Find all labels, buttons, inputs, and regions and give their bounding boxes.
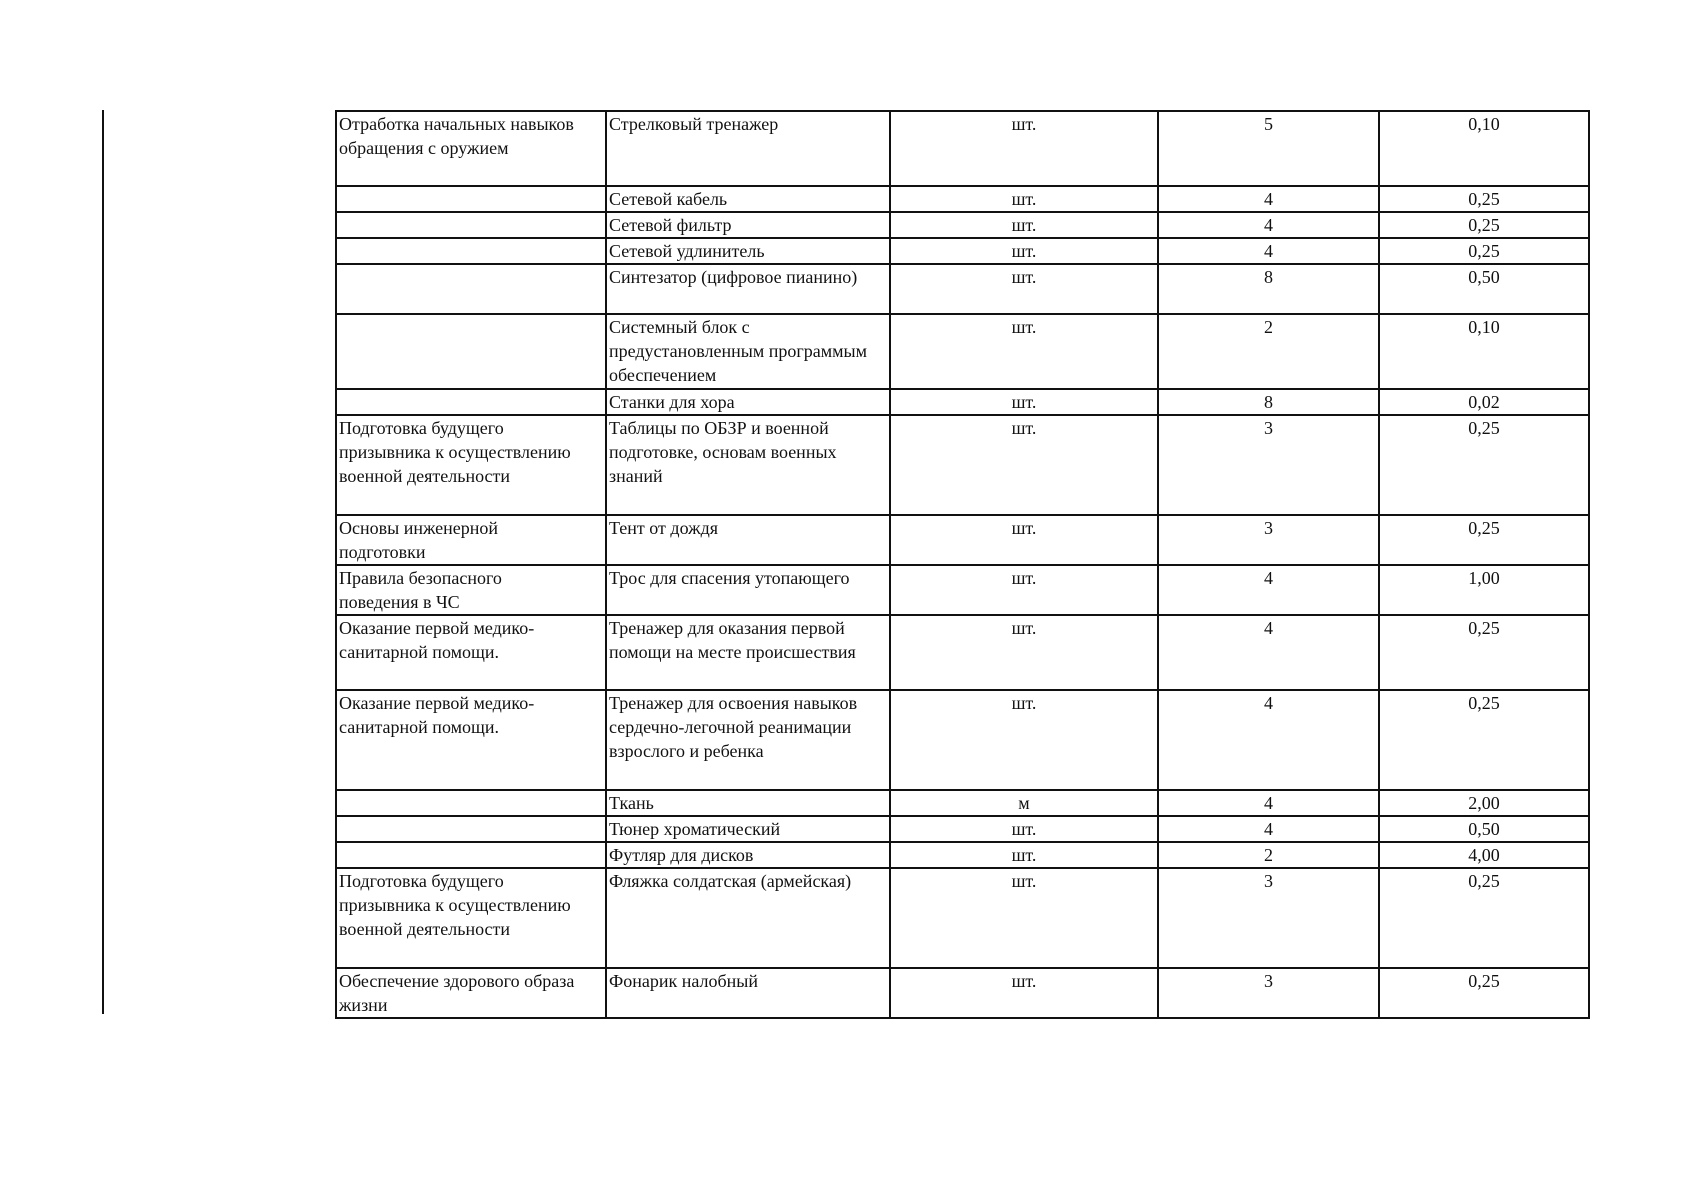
section-cell	[336, 816, 606, 842]
section-cell	[336, 790, 606, 816]
quantity-cell: 4	[1158, 816, 1379, 842]
quantity-cell: 4	[1158, 238, 1379, 264]
table-row	[336, 816, 1589, 842]
table-row	[336, 790, 1589, 816]
item-name-cell: Фонарик налобный	[606, 968, 890, 1018]
norm-cell: 0,25	[1379, 615, 1589, 690]
norm-cell: 0,25	[1379, 238, 1589, 264]
quantity-cell: 3	[1158, 868, 1379, 968]
unit-cell: шт.	[890, 264, 1158, 314]
unit-cell: м	[890, 790, 1158, 816]
item-name-cell: Сетевой фильтр	[606, 212, 890, 238]
section-cell: Оказание первой медико- санитарной помощи.	[336, 690, 606, 790]
item-name-cell: Футляр для дисков	[606, 842, 890, 868]
norm-cell: 0,50	[1379, 264, 1589, 314]
quantity-cell: 4	[1158, 212, 1379, 238]
norm-cell: 0,10	[1379, 314, 1589, 389]
norm-cell: 0,02	[1379, 389, 1589, 415]
quantity-cell: 3	[1158, 415, 1379, 515]
unit-cell: шт.	[890, 690, 1158, 790]
quantity-cell: 8	[1158, 389, 1379, 415]
section-cell: Основы инженерной подготовки	[336, 515, 606, 565]
quantity-cell: 4	[1158, 790, 1379, 816]
item-name-cell: Трос для спасения утопающего	[606, 565, 890, 615]
item-name-cell: Тренажер для освоения навыков сердечно-легочной реанимации взрослого и ребенка	[606, 690, 890, 790]
table-row	[336, 565, 1589, 615]
item-name-cell: Фляжка солдатская (армейская)	[606, 868, 890, 968]
quantity-cell: 2	[1158, 314, 1379, 389]
table-row	[336, 186, 1589, 212]
norm-cell: 1,00	[1379, 565, 1589, 615]
item-name-cell: Синтезатор (цифровое пианино)	[606, 264, 890, 314]
section-cell	[336, 238, 606, 264]
unit-cell: шт.	[890, 816, 1158, 842]
item-name-cell: Тренажер для оказания первой помощи на месте происшествия	[606, 615, 890, 690]
item-name-cell: Системный блок с предустановленным программым обеспечением	[606, 314, 890, 389]
quantity-cell: 2	[1158, 842, 1379, 868]
quantity-cell: 4	[1158, 186, 1379, 212]
item-name-cell: Стрелковый тренажер	[606, 111, 890, 186]
unit-cell: шт.	[890, 868, 1158, 968]
norm-cell: 4,00	[1379, 842, 1589, 868]
norm-cell: 0,25	[1379, 868, 1589, 968]
item-name-cell: Сетевой кабель	[606, 186, 890, 212]
table-row	[336, 238, 1589, 264]
section-cell: Правила безопасного поведения в ЧС	[336, 565, 606, 615]
table-row	[336, 212, 1589, 238]
norm-cell: 0,25	[1379, 690, 1589, 790]
unit-cell: шт.	[890, 842, 1158, 868]
unit-cell: шт.	[890, 238, 1158, 264]
table-row	[336, 264, 1589, 314]
section-cell	[336, 264, 606, 314]
left-margin-line	[102, 110, 104, 1014]
unit-cell: шт.	[890, 314, 1158, 389]
section-cell	[336, 186, 606, 212]
section-cell: Отработка начальных навыков обращения с оружием	[336, 111, 606, 186]
norm-cell: 0,25	[1379, 515, 1589, 565]
quantity-cell: 3	[1158, 968, 1379, 1018]
norm-cell: 2,00	[1379, 790, 1589, 816]
norm-cell: 0,50	[1379, 816, 1589, 842]
item-name-cell: Станки для хора	[606, 389, 890, 415]
norm-cell: 0,25	[1379, 212, 1589, 238]
item-name-cell: Сетевой удлинитель	[606, 238, 890, 264]
norm-cell: 0,10	[1379, 111, 1589, 186]
unit-cell: шт.	[890, 565, 1158, 615]
item-name-cell: Тент от дождя	[606, 515, 890, 565]
table-row	[336, 111, 1589, 186]
section-cell: Подготовка будущего призывника к осуществлению военной деятельности	[336, 868, 606, 968]
section-cell	[336, 842, 606, 868]
item-name-cell: Тюнер хроматический	[606, 816, 890, 842]
quantity-cell: 4	[1158, 615, 1379, 690]
equipment-table	[335, 110, 1590, 1019]
table-row	[336, 968, 1589, 1018]
table-row	[336, 842, 1589, 868]
section-cell	[336, 212, 606, 238]
quantity-cell: 4	[1158, 565, 1379, 615]
unit-cell: шт.	[890, 186, 1158, 212]
norm-cell: 0,25	[1379, 186, 1589, 212]
section-cell	[336, 389, 606, 415]
table-row	[336, 314, 1589, 389]
item-name-cell: Ткань	[606, 790, 890, 816]
unit-cell: шт.	[890, 111, 1158, 186]
unit-cell: шт.	[890, 968, 1158, 1018]
section-cell	[336, 314, 606, 389]
unit-cell: шт.	[890, 389, 1158, 415]
unit-cell: шт.	[890, 212, 1158, 238]
table-row	[336, 515, 1589, 565]
table-row	[336, 389, 1589, 415]
unit-cell: шт.	[890, 615, 1158, 690]
table-row	[336, 615, 1589, 690]
norm-cell: 0,25	[1379, 968, 1589, 1018]
section-cell: Оказание первой медико- санитарной помощи.	[336, 615, 606, 690]
unit-cell: шт.	[890, 415, 1158, 515]
table-row	[336, 690, 1589, 790]
unit-cell: шт.	[890, 515, 1158, 565]
item-name-cell: Таблицы по ОБЗР и военной подготовке, основам военных знаний	[606, 415, 890, 515]
quantity-cell: 3	[1158, 515, 1379, 565]
quantity-cell: 8	[1158, 264, 1379, 314]
quantity-cell: 4	[1158, 690, 1379, 790]
section-cell: Обеспечение здорового образа жизни	[336, 968, 606, 1018]
table-row	[336, 415, 1589, 515]
section-cell: Подготовка будущего призывника к осуществлению военной деятельности	[336, 415, 606, 515]
table-row	[336, 868, 1589, 968]
norm-cell: 0,25	[1379, 415, 1589, 515]
quantity-cell: 5	[1158, 111, 1379, 186]
